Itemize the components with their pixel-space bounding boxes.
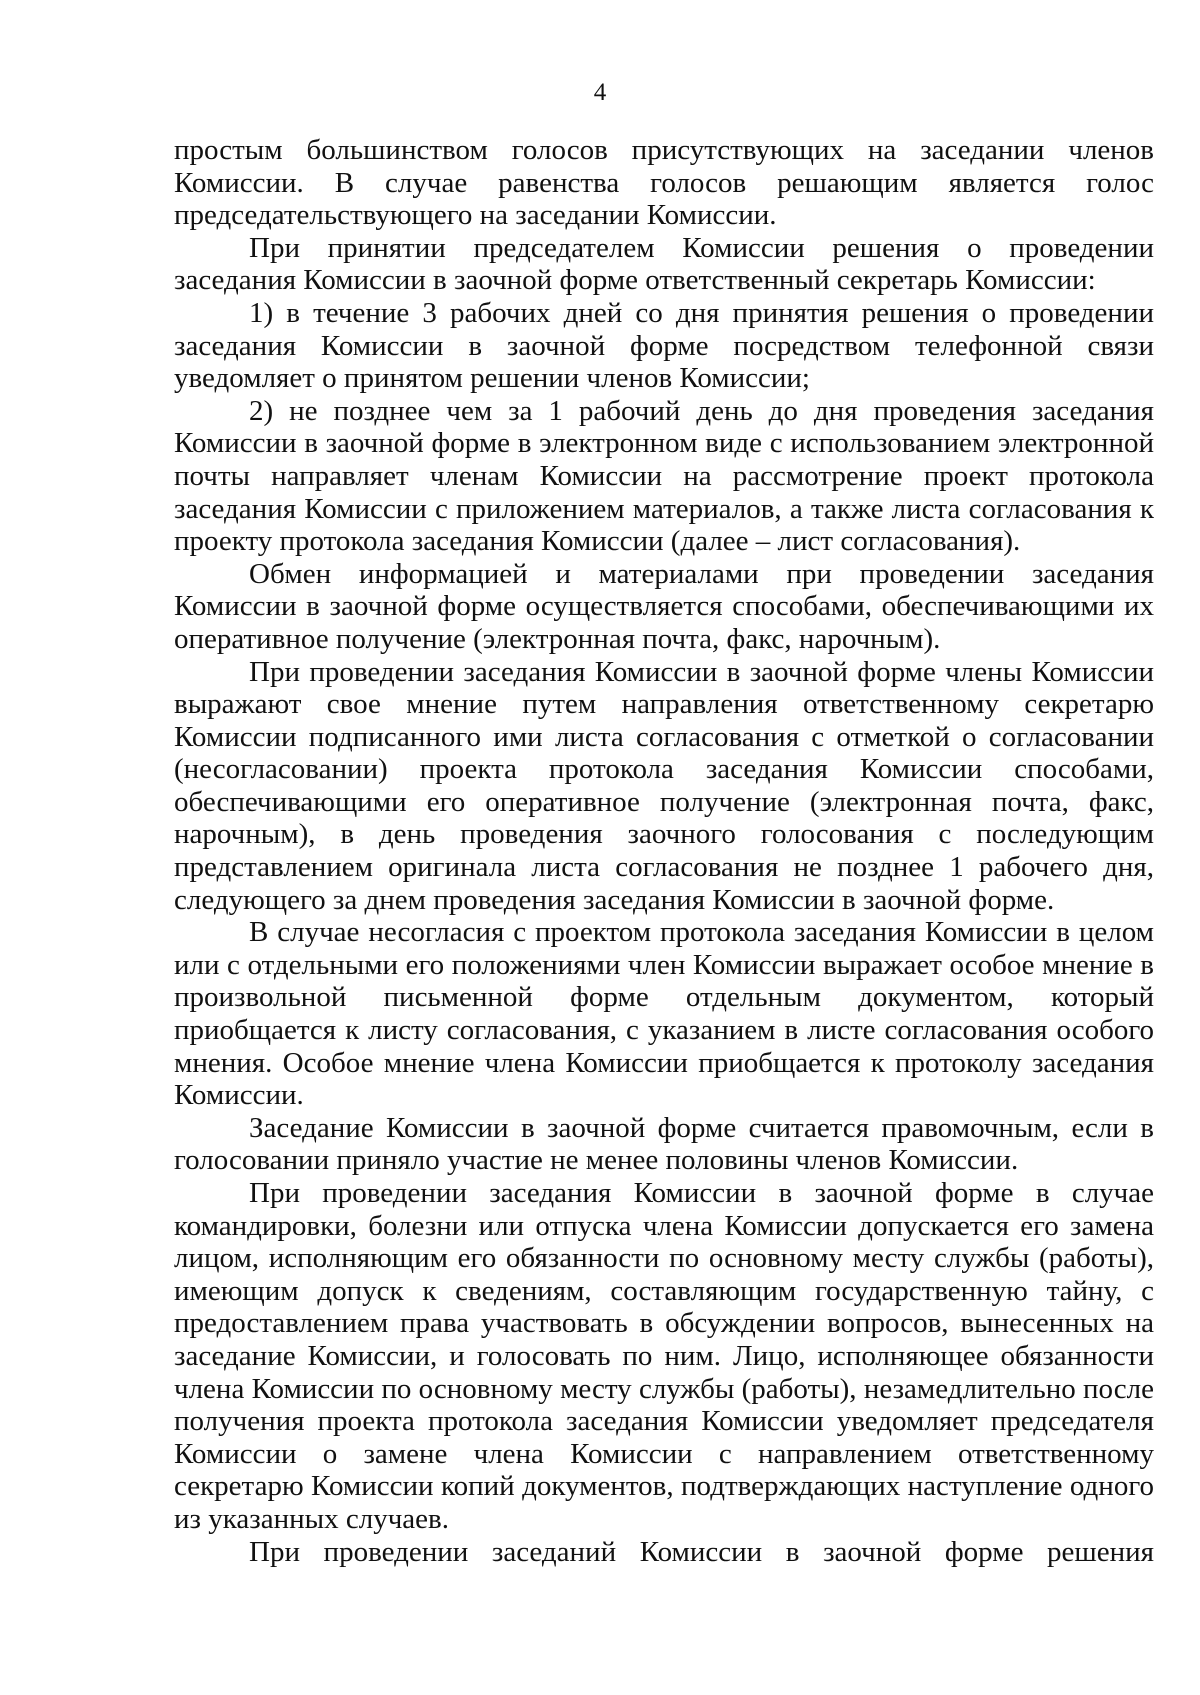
paragraph-absentee-decision: При принятии председателем Комиссии решения о проведении заседания Комиссии в заочной форме ответственный секретарь Комиссии: [174, 231, 1154, 297]
paragraph-member-replacement: При проведении заседания Комиссии в заочной форме в случае командировки, болезни или отпуска члена Комиссии допускается его замена лицом, исполняющим его обязанности по основному месту службы (работы), имеющим допуск к сведениям, составляющим государственную тайну, с предоставлением права участвовать в обсуждении вопросов, вынесенных на заседание Комиссии, и голосовать по ним. Лицо, исполняющее обязанности члена Комиссии по основному месту службы (работы), незамедлительно после получения проекта протокола заседания Комиссии уведомляет председателя Комиссии о замене члена Комиссии с направлением ответственному секретарю Комиссии копий документов, подтверждающих наступление одного из указанных случаев. [174, 1177, 1154, 1535]
paragraph-item-1: 1) в течение 3 рабочих дней со дня принятия решения о проведении заседания Комиссии в заочной форме посредством телефонной связи уведомляет о принятом решении членов Комиссии; [174, 296, 1154, 395]
paragraph-decisions: При проведении заседаний Комиссии в заочной форме решения [249, 1535, 1154, 1568]
paragraph-item-2: 2) не позднее чем за 1 рабочий день до дня проведения заседания Комиссии в заочной форме в электронном виде с использованием электронной почты направляет членам Комиссии на рассмотрение проект протокола заседания Комиссии с приложением материалов, а также листа согласования к проекту протокола заседания Комиссии (далее – лист согласования). [174, 394, 1154, 558]
paragraph-voting-majority: простым большинством голосов присутствующих на заседании членов Комиссии. В случае равенства голосов решающим является голос председательствующего на заседании Комиссии. [174, 134, 1154, 232]
paragraph-quorum: Заседание Комиссии в заочной форме считается правомочным, если в голосовании приняло участие не менее половины членов Комиссии. [174, 1111, 1154, 1177]
page-number: 4 [593, 79, 607, 106]
paragraph-dissent: В случае несогласия с проектом протокола заседания Комиссии в целом или с отдельными его положениями член Комиссии выражает особое мнение в произвольной письменной форме отдельным документом, который приобщается к листу согласования, с указанием в листе согласования особого мнения. Особое мнение члена Комиссии приобщается к протоколу заседания Комиссии. [174, 916, 1154, 1112]
document-body [174, 134, 1154, 1568]
paragraph-members-opinion: При проведении заседания Комиссии в заочной форме члены Комиссии выражают свое мнение путем направления ответственному секретарю Комиссии подписанного ими листа согласования с отметкой о согласовании (несогласовании) проекта протокола заседания Комиссии способами, обеспечивающими его оперативное получение (электронная почта, факс, нарочным), в день проведения заочного голосования с последующим представлением оригинала листа согласования не позднее 1 рабочего дня, следующего за днем проведения заседания Комиссии в заочной форме. [174, 655, 1154, 916]
paragraph-information-exchange: Обмен информацией и материалами при проведении заседания Комиссии в заочной форме осуществляется способами, обеспечивающими их оперативное получение (электронная почта, факс, нарочным). [174, 557, 1154, 655]
